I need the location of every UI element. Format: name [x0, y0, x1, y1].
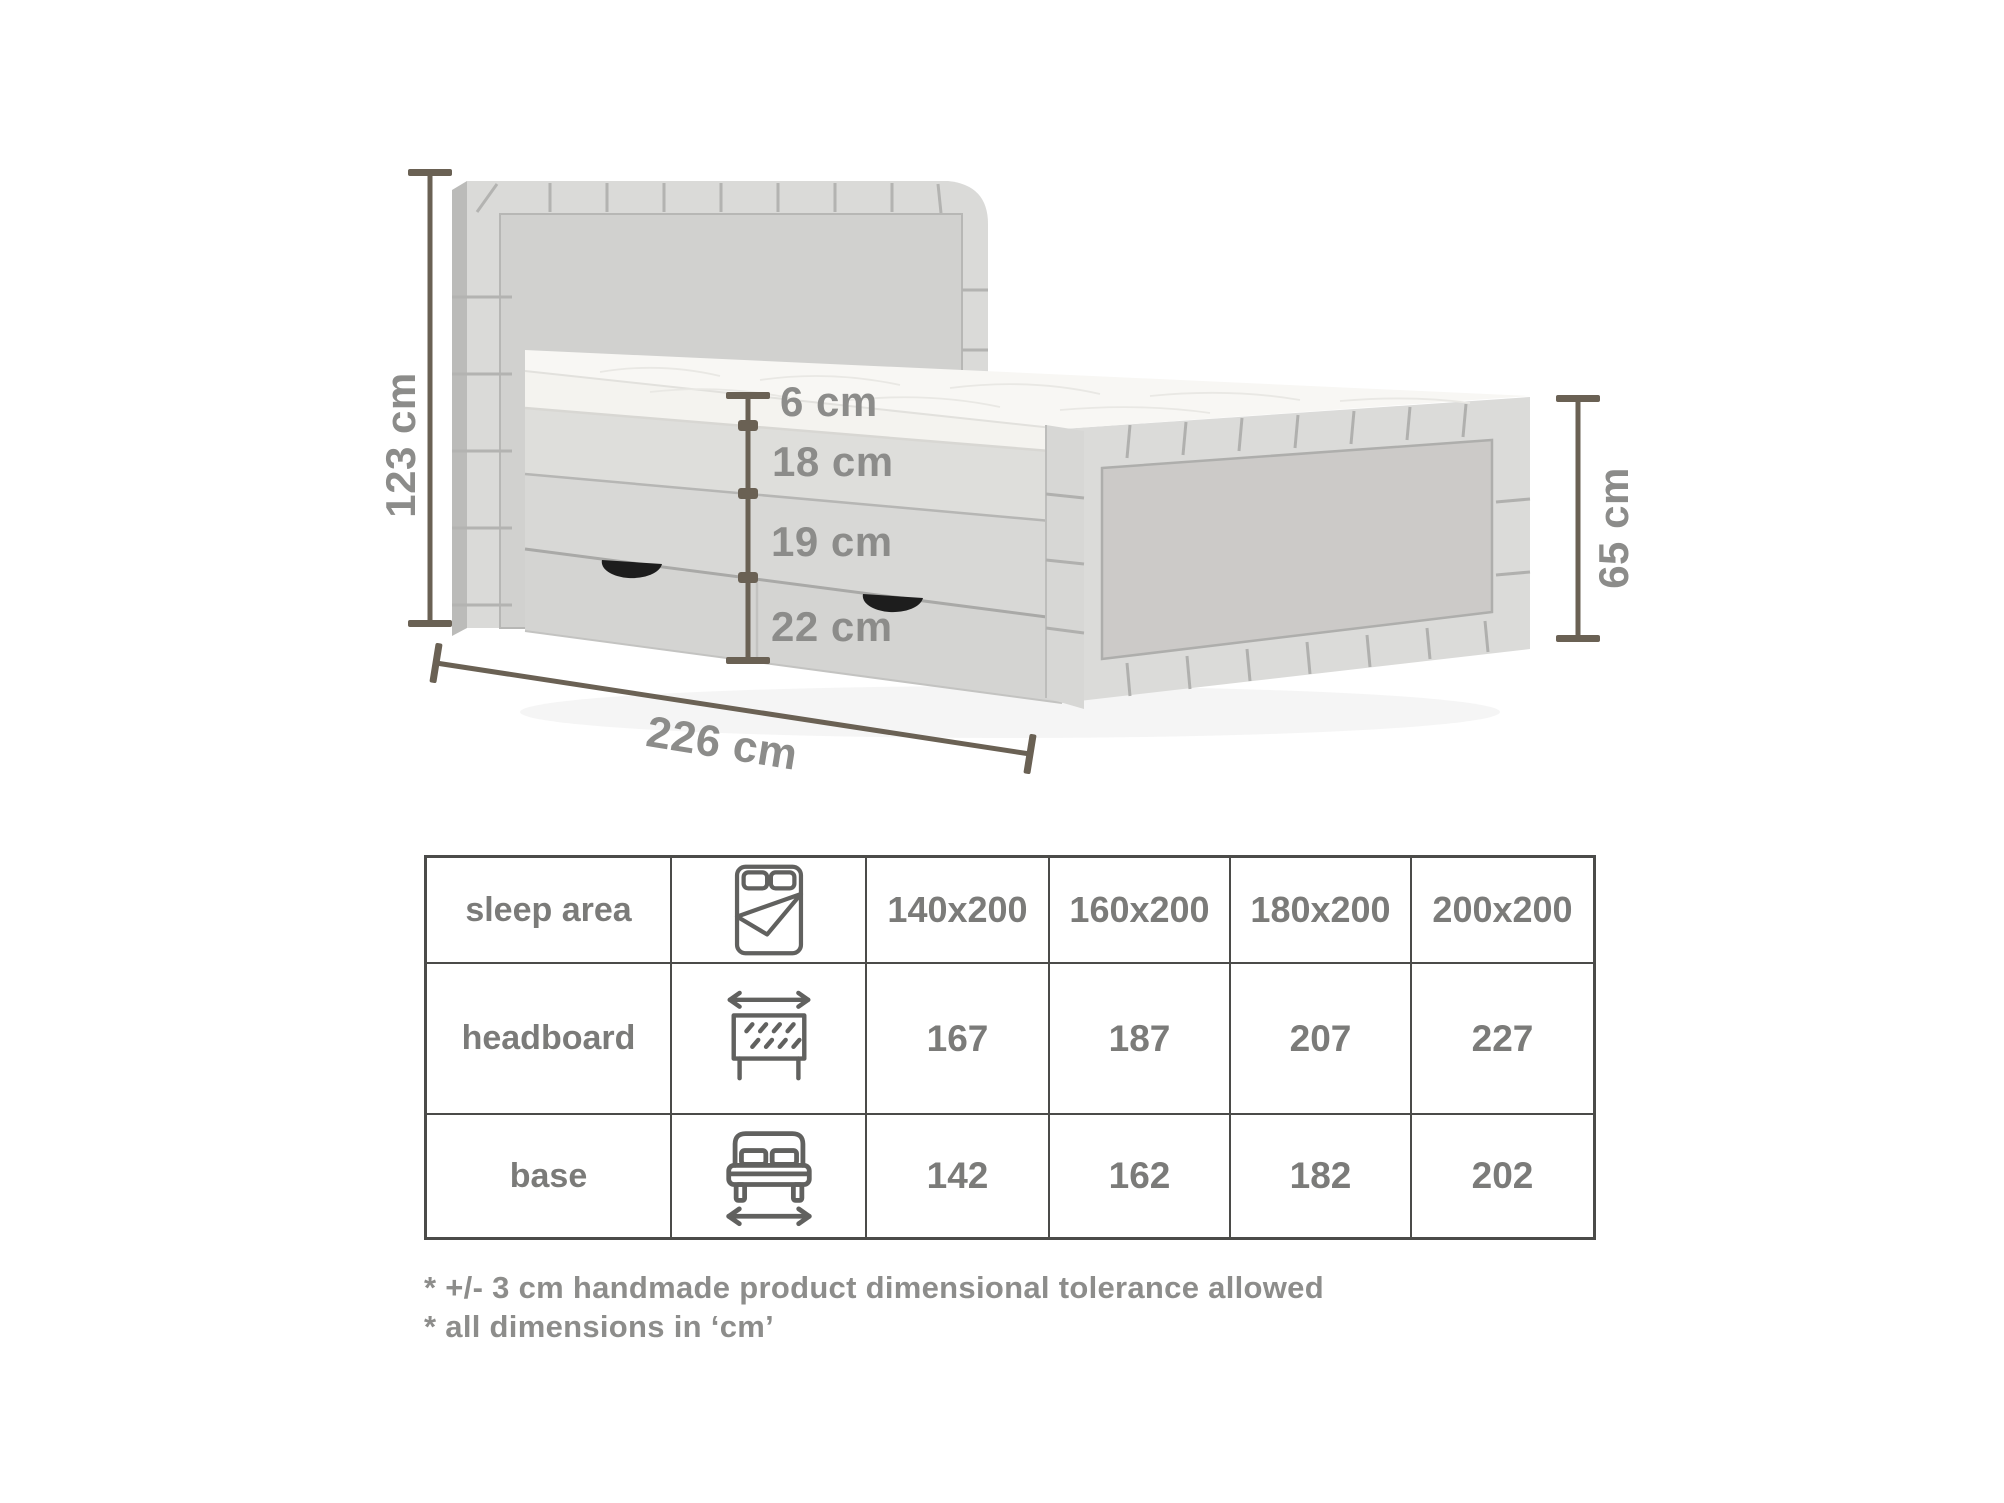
corner-piping	[1046, 425, 1084, 709]
table-row-label-headboard	[427, 964, 672, 1115]
dim-label-layer-box: 19 cm	[771, 518, 893, 565]
dim-label-layer-mattress: 18 cm	[772, 438, 894, 485]
dim-label-base-height: 65 cm	[1590, 467, 1637, 589]
value-text: 182	[1289, 1155, 1352, 1196]
dim-label-length: 226 cm	[643, 707, 802, 780]
value-text: 187	[1108, 1017, 1171, 1059]
size-text: 140x200	[887, 889, 1028, 930]
table-headboard-180	[1231, 964, 1412, 1115]
headboard-width-icon	[720, 990, 818, 1088]
value-text: 207	[1289, 1017, 1352, 1059]
dim-label-layer-topper: 6 cm	[780, 378, 878, 425]
value-text: 227	[1471, 1017, 1534, 1059]
table-icon-cell-headboard	[672, 964, 867, 1115]
row-label-text: headboard	[461, 1019, 636, 1057]
size-text: 200x200	[1432, 889, 1573, 930]
value-text: 167	[926, 1017, 989, 1059]
table-size-180x200	[1231, 858, 1412, 964]
size-text: 160x200	[1069, 889, 1210, 930]
table-headboard-200	[1412, 964, 1593, 1115]
footnote-tolerance: * +/- 3 cm handmade product dimensional tolerance allowed	[424, 1270, 1324, 1305]
table-base-160	[1050, 1115, 1231, 1237]
table-base-140	[867, 1115, 1050, 1237]
table-row-label-sleep-area	[427, 858, 672, 964]
value-text: 142	[926, 1155, 989, 1196]
table-size-200x200	[1412, 858, 1593, 964]
table-headboard-160	[1050, 964, 1231, 1115]
table-base-200	[1412, 1115, 1593, 1237]
footnote-units: * all dimensions in ‘cm’	[424, 1309, 775, 1344]
table-size-160x200	[1050, 858, 1231, 964]
row-label-text: base	[509, 1156, 588, 1195]
dim-label-layer-drawer: 22 cm	[771, 603, 893, 650]
size-text: 180x200	[1250, 889, 1391, 930]
size-spec-table	[424, 855, 1596, 1240]
row-label-text: sleep area	[465, 890, 632, 929]
table-icon-cell-base	[672, 1115, 867, 1237]
value-text: 202	[1471, 1155, 1534, 1196]
value-text: 162	[1108, 1155, 1171, 1196]
base-width-icon	[716, 1123, 822, 1229]
table-size-140x200	[867, 858, 1050, 964]
table-icon-cell-sleep-area	[672, 858, 867, 964]
foot-panel-graphic	[1062, 397, 1530, 703]
sleep-area-icon	[722, 862, 816, 958]
dim-label-total-height: 123 cm	[377, 372, 424, 518]
table-row-label-base	[427, 1115, 672, 1237]
table-headboard-140	[867, 964, 1050, 1115]
table-base-180	[1231, 1115, 1412, 1237]
